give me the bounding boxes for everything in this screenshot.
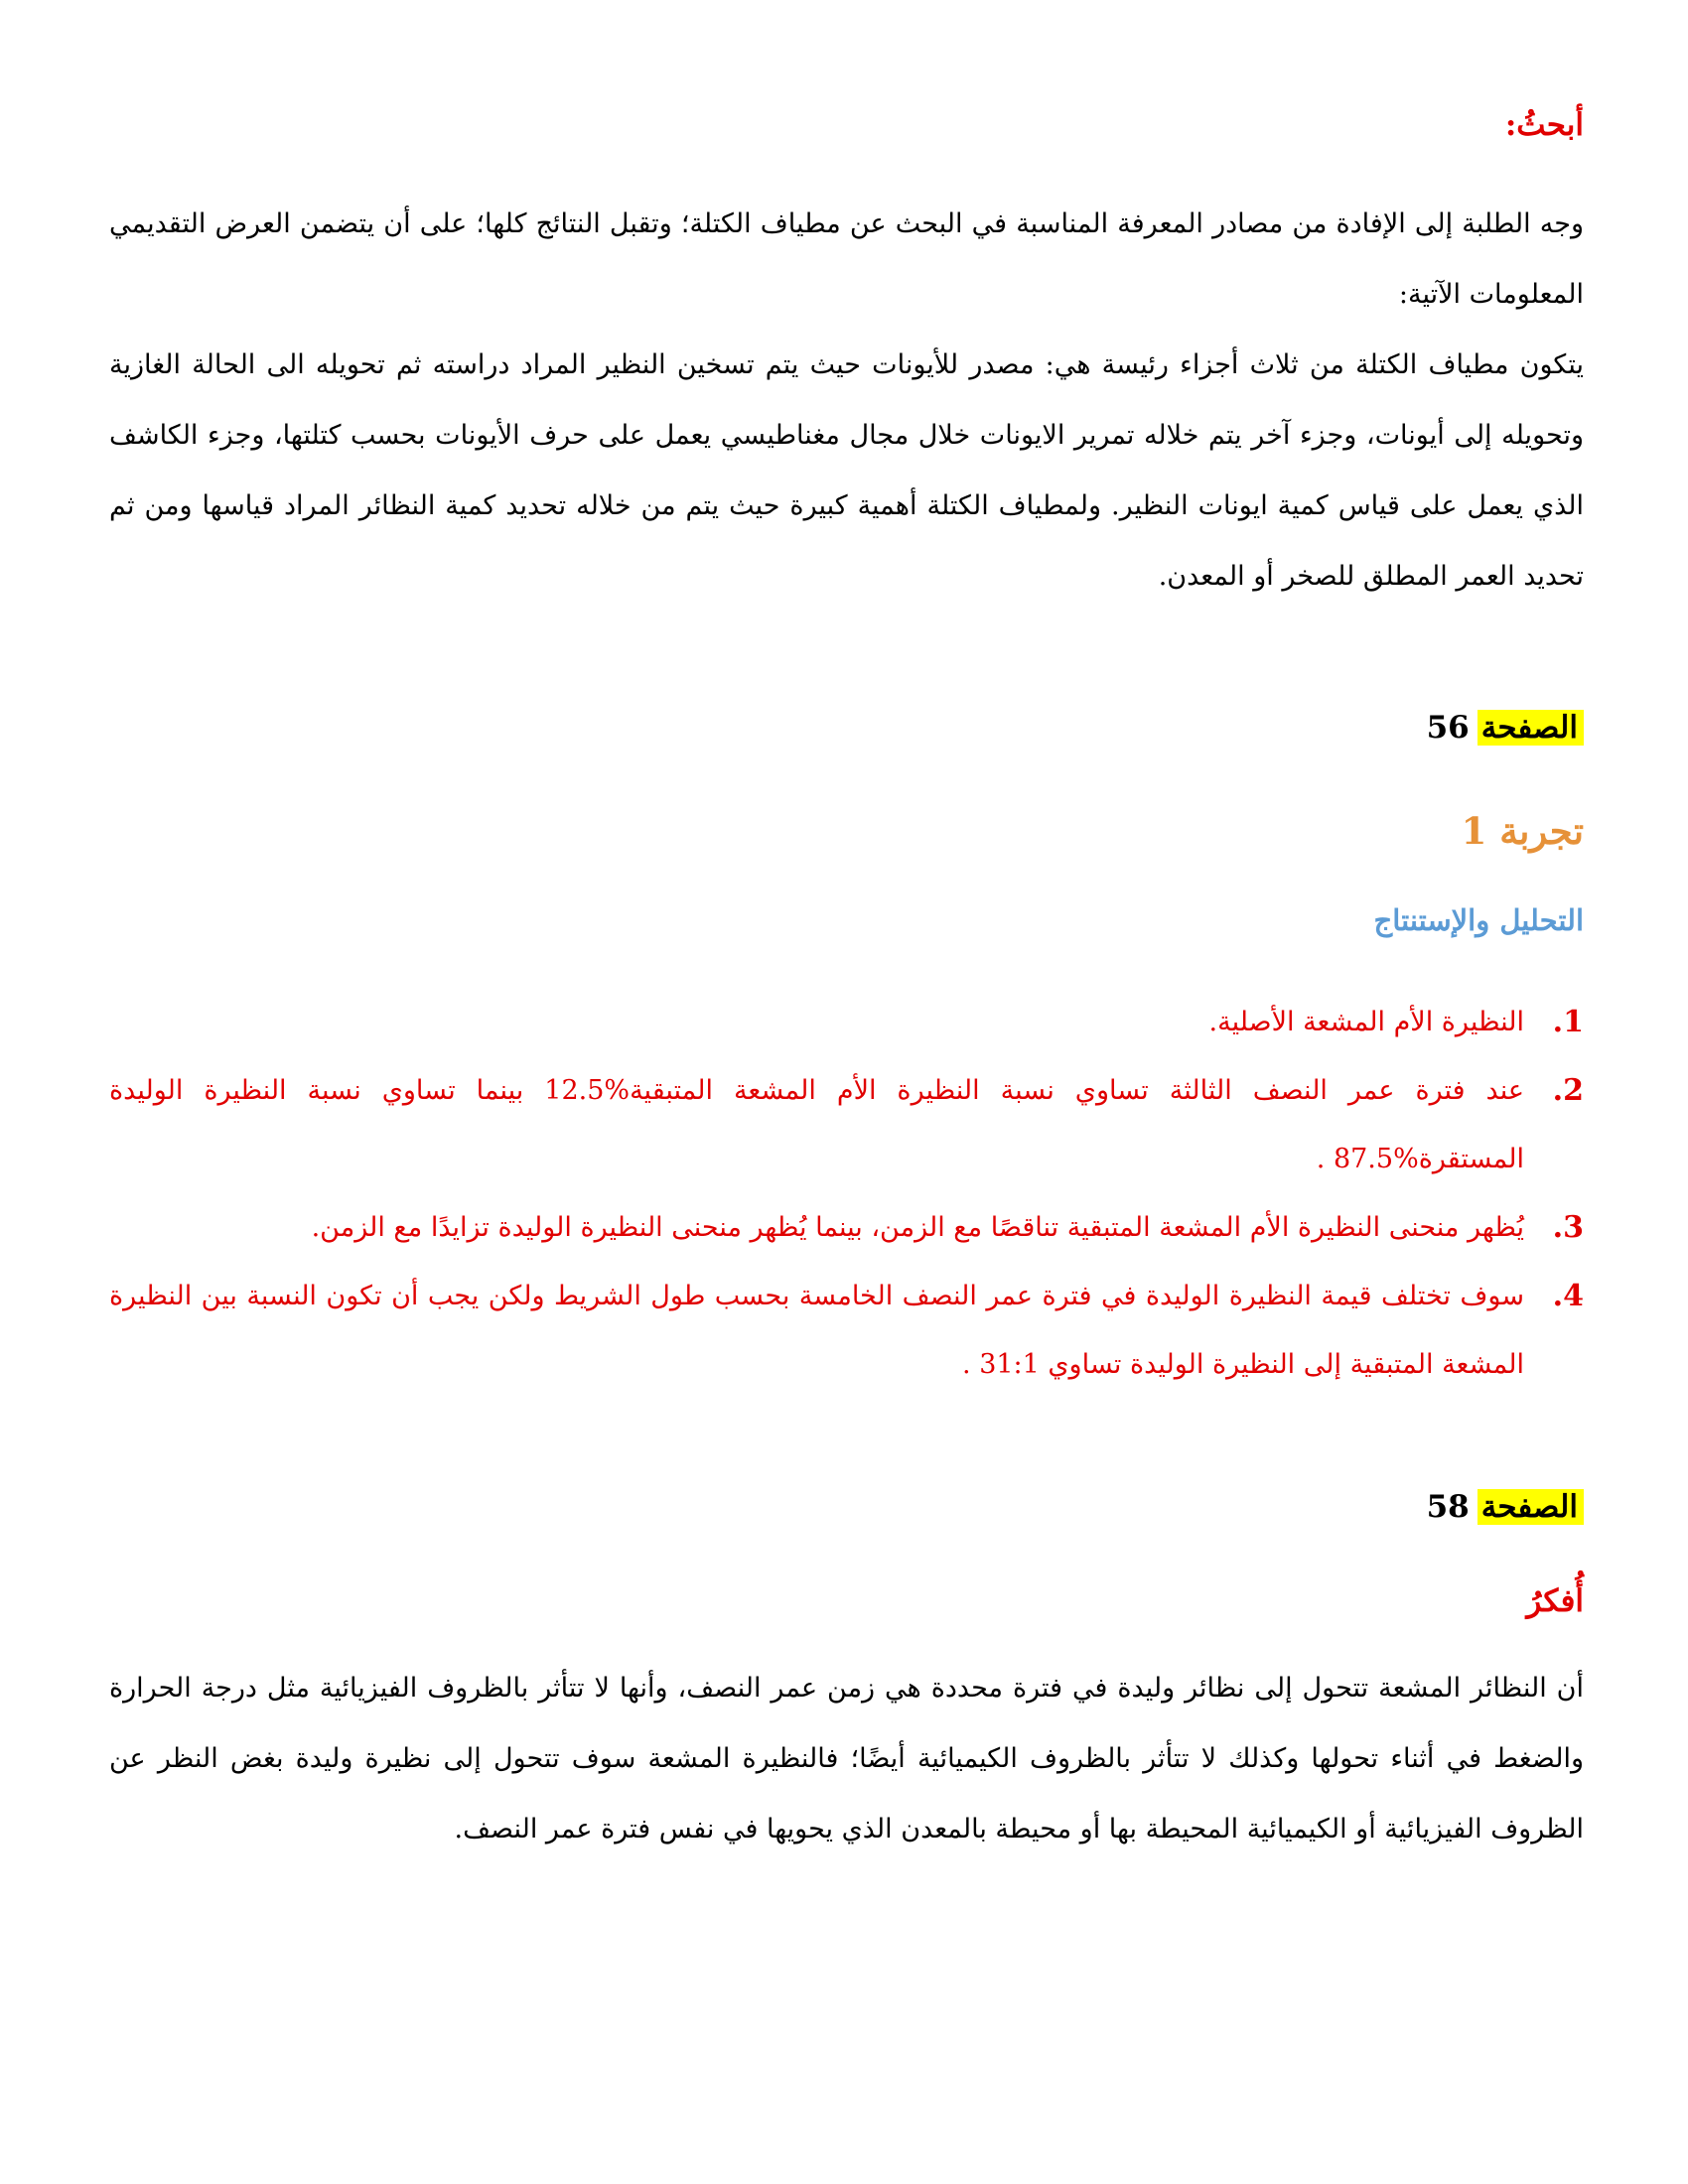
page-58-label	[1427, 1489, 1584, 1525]
research-intro: وجه الطلبة إلى الإفادة من مصادر المعرفة المناسبة في البحث عن مطياف الكتلة؛ وتقبل النتائج كلها؛ على أن يتضمن العرض التقديمي المعلومات الآتية:	[109, 208, 1584, 310]
answer-text: يُظهر منحنى النظيرة الأم المشعة المتبقية تناقصًا مع الزمن، بينما يُظهر منحنى النظيرة الوليدة تزايدًا مع الزمن.	[311, 1212, 1524, 1243]
page-56-label	[1427, 710, 1584, 746]
page-label-text: الصفحة	[1477, 710, 1584, 746]
answer-text: النظيرة الأم المشعة الأصلية.	[1208, 1007, 1524, 1037]
experiment-title: تجربة 1	[1461, 809, 1584, 853]
answer-text: سوف تختلف قيمة النظيرة الوليدة في فترة عمر النصف الخامسة بحسب طول الشريط ولكن يجب أن تكون النسبة بين النظيرة المشعة المتبقية إلى النظيرة الوليدة تساوي 31:1 .	[109, 1281, 1524, 1380]
think-heading: أُفكرُ	[1526, 1583, 1584, 1619]
answers-list	[109, 988, 1584, 1399]
page-number: 58	[1426, 1489, 1470, 1525]
think-paragraph	[109, 1653, 1584, 1864]
research-paragraph	[109, 189, 1584, 612]
page-label-text: الصفحة	[1477, 1489, 1584, 1525]
answer-number: 3.	[1552, 1210, 1584, 1245]
answer-number: 2.	[1552, 1073, 1584, 1108]
answer-number: 4.	[1552, 1279, 1584, 1313]
answer-text: عند فترة عمر النصف الثالثة تساوي نسبة النظيرة الأم المشعة المتبقية%12.5 بينما تساوي نسبة النظيرة الوليدة المستقرة%87.5 .	[109, 1075, 1524, 1174]
answer-item-2	[109, 1056, 1584, 1193]
think-text: أن النظائر المشعة تتحول إلى نظائر وليدة في فترة محددة هي زمن عمر النصف، وأنها لا تتأثر بالظروف الفيزيائية مثل درجة الحرارة والضغط في أثناء تحولها وكذلك لا تتأثر بالظروف الكيميائية أيضًا؛ فالنظيرة المشعة سوف تتحول إلى نظيرة وليدة بغض النظر عن الظروف الفيزيائية أو الكيميائية المحيطة بها أو محيطة بالمعدن الذي يحويها في نفس فترة عمر النصف.	[109, 1673, 1584, 1844]
research-body: يتكون مطياف الكتلة من ثلاث أجزاء رئيسة هي: مصدر للأيونات حيث يتم تسخين النظير المراد دراسته ثم تحويله الى الحالة الغازية وتحويله إلى أيونات، وجزء آخر يتم خلاله تمرير الايونات خلال مجال مغناطيسي يعمل على حرف الأيونات بحسب كتلتها، وجزء الكاشف الذي يعمل على قياس كمية ايونات النظير. ولمطياف الكتلة أهمية كبيرة حيث يتم من خلاله تحديد كمية النظائر المراد قياسها ومن ثم تحديد العمر المطلق للصخر أو المعدن.	[109, 349, 1584, 592]
answer-item-4	[109, 1262, 1584, 1399]
answer-number: 1.	[1552, 1005, 1584, 1039]
analysis-title: التحليل والإستنتاج	[1373, 903, 1584, 937]
page-number: 56	[1426, 710, 1470, 746]
research-heading: أبحثُ:	[1504, 107, 1584, 143]
answer-item-3	[109, 1193, 1584, 1262]
answer-item-1	[109, 988, 1584, 1056]
